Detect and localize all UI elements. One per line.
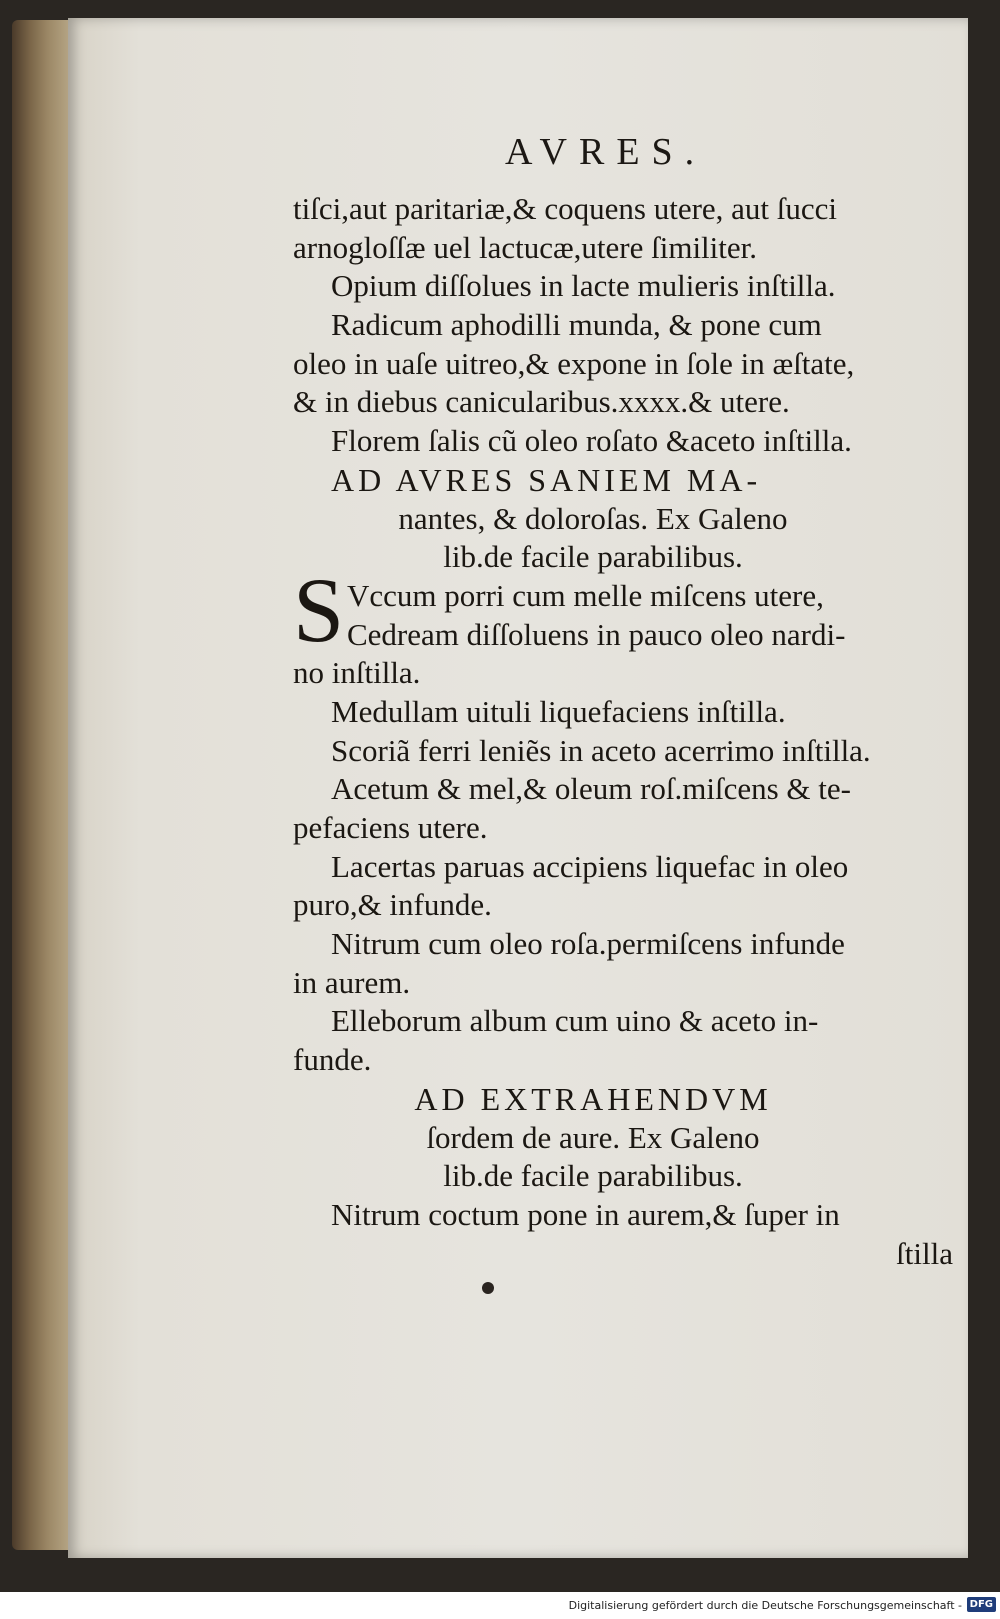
text-line: Radicum aphodilli munda, & pone cum [331, 307, 822, 343]
section-heading: AD AVRES SANIEM MA- [331, 461, 762, 498]
text-line: pefaciens utere. [293, 810, 488, 845]
drop-cap: S [293, 559, 345, 661]
text-line: oleo in uaſe uitreo,& expone in ſole in æſtate, [293, 345, 855, 381]
text-line: Nitrum coctum pone in aurem,& ſuper in [331, 1196, 840, 1232]
text-line: no inſtilla. [293, 655, 421, 691]
text-line: tiſci,aut paritariæ,& coquens utere, aut ſucci [293, 191, 838, 226]
page-mark-dot [482, 1282, 494, 1294]
running-head: AVRES. [505, 131, 707, 173]
section-heading-sub: lib.de facile parabilibus. [443, 1158, 743, 1194]
text-line: Florem ſalis cũ oleo roſato &aceto inſtilla. [331, 423, 852, 459]
text-line: Acetum & mel,& oleum roſ.miſcens & te- [331, 771, 851, 807]
text-line: puro,& infunde. [293, 887, 492, 923]
text-line: Scoriã ferri leniẽs in aceto acerrimo inſtilla. [331, 732, 871, 768]
text-line: & in diebus canicularibus.xxxx.& utere. [293, 384, 790, 420]
text-line: Nitrum cum oleo roſa.permiſcens infunde [331, 926, 845, 962]
text-line: in aurem. [293, 964, 411, 1000]
footer-bar [0, 1592, 1000, 1619]
section-heading-sub: lib.de facile parabilibus. [443, 539, 743, 575]
section-heading-sub: nantes, & doloroſas. Ex Galeno [398, 500, 788, 536]
funding-credit: Digitalisierung gefördert durch die Deutsche Forschungsgemeinschaft - [568, 1599, 962, 1612]
text-line: Vccum porri cum melle miſcens utere, [347, 577, 824, 613]
book-spine [12, 20, 72, 1550]
text-line: Elleborum album cum uino & aceto in- [331, 1003, 819, 1039]
text-line: arnogloſſæ uel lactucæ,utere ſimiliter. [293, 229, 758, 265]
section-heading-sub: ſordem de aure. Ex Galeno [426, 1119, 760, 1155]
dfg-logo-icon: DFG [967, 1597, 996, 1612]
section-heading: AD EXTRAHENDVM [414, 1080, 772, 1117]
text-block [293, 190, 953, 1273]
catchword: ſtilla [896, 1235, 953, 1271]
text-line: funde. [293, 1042, 372, 1078]
text-line: Medullam uituli liquefaciens inſtilla. [331, 693, 786, 729]
text-line: Cedream diſſoluens in pauco oleo nardi- [347, 616, 846, 652]
text-line: Opium diſſolues in lacte mulieris inſtilla. [331, 268, 836, 304]
text-line: Lacertas paruas accipiens liquefac in oleo [331, 848, 849, 884]
